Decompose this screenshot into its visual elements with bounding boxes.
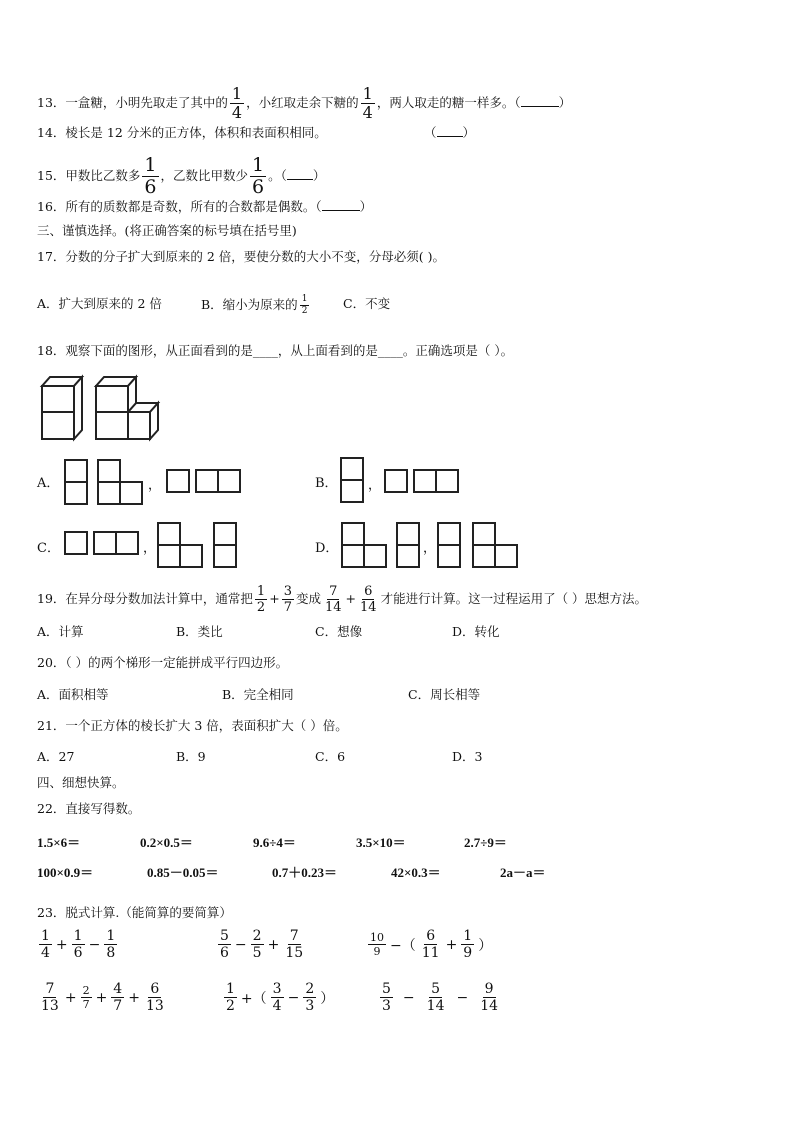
view-square (217, 469, 241, 493)
fraction (39, 982, 61, 1013)
view-square (195, 469, 219, 493)
q18-a-comma: ， (148, 478, 162, 493)
view-square (472, 522, 496, 546)
view-square (494, 544, 518, 568)
view-square (340, 457, 364, 481)
frac-num: 4 (113, 981, 123, 997)
fraction (39, 929, 52, 960)
q18-option-b-label[interactable]: B． (315, 476, 338, 491)
view-square (437, 522, 461, 546)
q19-f1-num: 1 (256, 584, 266, 599)
calc-item: 0.7＋0.23＝ (272, 865, 338, 880)
q15-text-d: ） (312, 168, 326, 183)
frac-den: 9 (373, 945, 381, 958)
question-17: 17．分数的分子扩大到原来的 2 倍，要使分数的大小不变，分母必须( )。 (37, 249, 446, 264)
frac-num: 5 (220, 928, 229, 944)
question-16 (37, 198, 372, 216)
calc-item: 0.85－0.05＝ (147, 865, 219, 880)
expression-4 (37, 982, 168, 1013)
q17-option-b-label: B．缩小为原来的 (201, 297, 298, 312)
q15-fraction-1 (142, 156, 158, 197)
frac-den: 13 (41, 998, 59, 1014)
view-square (437, 544, 461, 568)
q14-paren-right: ） (462, 125, 476, 140)
operator: + (64, 989, 77, 1006)
q13-number: 13． (37, 95, 66, 110)
q17-b-den: 2 (301, 306, 308, 316)
operator: − (234, 936, 247, 953)
frac-den: 4 (272, 998, 282, 1014)
calc-item: 100×0.9＝ (37, 865, 94, 880)
q15-text-b: ，乙数比甲数少 (160, 168, 249, 183)
frac-den: 3 (305, 998, 315, 1014)
frac-num: 7 (45, 981, 55, 997)
operator: − (456, 989, 469, 1006)
frac-num: 1 (106, 928, 116, 944)
cube-front-face (96, 412, 128, 439)
q18-cube-figures (38, 372, 168, 442)
view-square (213, 544, 237, 568)
q17-b-num: 1 (301, 294, 308, 304)
fraction (303, 982, 316, 1013)
q19-f3-num: 7 (329, 584, 338, 599)
q15-f2-den: 6 (252, 176, 265, 198)
operator: − (402, 989, 415, 1006)
fraction (461, 929, 474, 960)
frac-num: 1 (226, 981, 235, 997)
q21-option-a[interactable]: A．27 (37, 749, 75, 764)
view-square (363, 544, 387, 568)
q21-option-b[interactable]: B．9 (176, 749, 206, 764)
q17-option-c[interactable]: C．不变 (343, 296, 391, 311)
q18-c-comma: ， (143, 541, 157, 556)
frac-num: 2 (252, 928, 262, 944)
q14-answer (424, 124, 475, 142)
q13-text-d: ） (558, 95, 572, 110)
question-23: 23．脱式计算.（能简算的要简算） (37, 905, 232, 920)
cube-front-face (96, 386, 128, 412)
q18-option-a-label[interactable]: A． (37, 476, 60, 491)
operator: + (267, 936, 280, 953)
frac-num: 5 (382, 981, 391, 997)
q19-option-b[interactable]: B．类比 (176, 624, 223, 639)
section-3-heading: 三、谨慎选择。(将正确答案的标号填在括号里) (37, 223, 297, 238)
q19-f2-den: 7 (283, 600, 292, 615)
fraction (104, 929, 117, 960)
q15-fraction-2 (250, 156, 266, 197)
q18-d-comma: ， (423, 541, 437, 556)
frac-num: 1 (463, 928, 473, 944)
fraction (72, 929, 85, 960)
view-square (97, 481, 121, 505)
q15-f1-den: 6 (144, 176, 157, 198)
q13-f2-num: 1 (362, 84, 373, 103)
view-square (119, 481, 143, 505)
fraction (218, 929, 231, 960)
frac-num: 10 (370, 931, 384, 944)
frac-num: 1 (41, 928, 50, 944)
operator: −（ (390, 937, 416, 954)
view-square (213, 522, 237, 546)
operator: + (55, 936, 68, 953)
operator: ） (478, 937, 493, 954)
q19-text-b: 变成 (295, 591, 321, 606)
q13-answer-blank[interactable] (521, 106, 559, 107)
q20-option-a[interactable]: A．面积相等 (37, 687, 109, 702)
q13-fraction-1 (230, 86, 244, 121)
fraction (251, 929, 264, 960)
q21-option-d[interactable]: D．3 (452, 749, 483, 764)
frac-num: 9 (484, 981, 494, 997)
q14-text: 14．棱长是 12 分米的正方体，体积和表面积相同。 (37, 125, 327, 140)
view-square (384, 469, 408, 493)
view-square (93, 531, 117, 555)
question-21: 21．一个正方体的棱长扩大 3 倍，表面积扩大（ ）倍。 (37, 718, 348, 733)
q18-option-d-label[interactable]: D． (315, 541, 339, 556)
q19-f1-den: 2 (256, 600, 266, 615)
q20-option-b[interactable]: B．完全相同 (222, 687, 294, 702)
question-15 (37, 156, 325, 197)
fraction (425, 982, 447, 1013)
operator: − (287, 989, 300, 1006)
fraction (144, 982, 166, 1013)
frac-den: 13 (145, 998, 164, 1014)
frac-den: 6 (220, 945, 229, 961)
q18-option-c-label[interactable]: C． (37, 541, 60, 556)
calc-item: 9.6÷4＝ (253, 835, 296, 850)
q17-option-b[interactable] (201, 295, 311, 316)
operator: + (95, 989, 108, 1006)
view-square (435, 469, 459, 493)
frac-den: 9 (463, 945, 473, 961)
q19-fraction-3 (323, 585, 344, 614)
q13-text-b: ，小红取走余下糖的 (246, 95, 359, 110)
frac-num: 3 (272, 981, 282, 997)
frac-num: 2 (82, 984, 90, 997)
fraction (81, 985, 92, 1010)
expression-3 (366, 929, 492, 960)
cube-front-face (42, 386, 74, 412)
view-square (341, 522, 365, 546)
q21-option-c[interactable]: C．6 (315, 749, 346, 764)
view-square (340, 479, 364, 503)
q19-f4-num: 6 (364, 584, 373, 599)
q19-text-c: 才能进行计算。这一过程运用了（ ）思想方法。 (380, 591, 648, 606)
frac-num: 6 (426, 928, 436, 944)
q19-fraction-4 (358, 585, 379, 614)
q16-text-end: ） (359, 199, 373, 214)
q19-text-a: 19．在异分母分数加法计算中，通常把 (37, 591, 253, 606)
view-square (64, 531, 88, 555)
q13-fraction-2 (361, 86, 375, 121)
view-square (97, 459, 121, 483)
q16-answer-blank[interactable] (322, 210, 360, 211)
expression-2 (216, 929, 307, 960)
expression-1 (37, 929, 119, 960)
q14-paren-left: （ (424, 125, 437, 140)
frac-num: 2 (305, 981, 315, 997)
frac-den: 7 (82, 998, 90, 1011)
expression-5 (222, 982, 334, 1013)
view-square (157, 544, 181, 568)
frac-den: 6 (73, 945, 83, 961)
q17-option-a[interactable]: A．扩大到原来的 2 倍 (37, 296, 162, 311)
view-square (157, 522, 181, 546)
operator: ） (320, 990, 335, 1007)
q19-plus-2: + (345, 591, 357, 606)
q19-fraction-2 (282, 585, 294, 614)
q19-f4-den: 14 (360, 600, 377, 615)
calc-item: 42×0.3＝ (391, 865, 441, 880)
frac-num: 7 (289, 928, 299, 944)
q13-text-c: ，两人取走的糖一样多。（ (376, 95, 521, 110)
q19-option-c[interactable]: C．想像 (315, 624, 363, 639)
operator: + (128, 989, 140, 1006)
q17-option-b-fraction (300, 295, 310, 316)
q19-option-d[interactable]: D．转化 (452, 624, 500, 639)
q15-f2-num: 1 (252, 154, 265, 176)
cube-front-face (42, 412, 74, 439)
fraction (283, 929, 305, 960)
view-square (413, 469, 437, 493)
q19-option-a[interactable]: A．计算 (37, 624, 84, 639)
section-4-heading: 四、细想快算。 (37, 775, 125, 790)
view-square (396, 544, 420, 568)
q14-answer-blank[interactable] (437, 136, 463, 137)
frac-den: 7 (113, 998, 123, 1014)
q13-f1-num: 1 (231, 84, 243, 103)
fraction (368, 932, 386, 957)
fraction (478, 982, 500, 1013)
calc-item: 2a－a＝ (500, 865, 546, 880)
frac-den: 4 (41, 945, 50, 961)
question-18: 18．观察下面的图形，从正面看到的是____，从上面看到的是____。正确选项是（ ）。 (37, 343, 514, 358)
q15-text-c: 。（ (268, 168, 287, 183)
cube-side-face (74, 377, 82, 439)
calc-item: 0.2×0.5＝ (140, 835, 193, 850)
question-13 (37, 86, 571, 121)
q15-f1-num: 1 (144, 154, 157, 176)
fraction (380, 982, 393, 1013)
q13-f2-den: 4 (362, 103, 373, 122)
view-square (115, 531, 139, 555)
operator: + (445, 936, 458, 953)
q16-text: 16．所有的质数都是奇数，所有的合数都是偶数。（ (37, 199, 322, 214)
operator: − (88, 936, 101, 953)
fraction (224, 982, 237, 1013)
question-20: 20．（ ）的两个梯形一定能拼成平行四边形。 (37, 655, 289, 670)
calc-item: 3.5×10＝ (356, 835, 406, 850)
frac-den: 15 (285, 945, 304, 961)
fraction (271, 982, 284, 1013)
frac-den: 5 (252, 945, 262, 961)
q15-text-a: 15．甲数比乙数多 (37, 168, 141, 183)
q18-b-comma: ， (368, 478, 382, 493)
q20-option-c[interactable]: C．周长相等 (408, 687, 481, 702)
view-square (396, 522, 420, 546)
calc-item: 1.5×6＝ (37, 835, 81, 850)
frac-den: 2 (226, 998, 235, 1014)
frac-num: 1 (73, 928, 83, 944)
view-square (64, 481, 88, 505)
frac-den: 3 (382, 998, 391, 1014)
q13-text-a: 一盒糖，小明先取走了其中的 (65, 95, 228, 110)
q19-fraction-1 (255, 585, 267, 614)
fraction (111, 982, 124, 1013)
frac-den: 14 (426, 998, 445, 1014)
q15-answer-blank[interactable] (287, 179, 313, 180)
q19-plus-1: + (269, 591, 280, 606)
view-square (166, 469, 190, 493)
view-square (179, 544, 203, 568)
question-14 (37, 124, 327, 142)
view-square (341, 544, 365, 568)
operator: +（ (240, 990, 267, 1007)
q19-f2-num: 3 (283, 584, 292, 599)
calc-item: 2.7÷9＝ (464, 835, 507, 850)
cube-front-face (128, 412, 150, 439)
q19-f3-den: 14 (324, 600, 342, 615)
q13-f1-den: 4 (231, 103, 243, 122)
question-19 (37, 585, 647, 614)
frac-num: 5 (431, 981, 441, 997)
frac-den: 11 (421, 945, 440, 961)
fraction (420, 929, 442, 960)
view-square (472, 544, 496, 568)
view-square (64, 459, 88, 483)
expression-6 (378, 982, 502, 1013)
frac-den: 14 (480, 998, 499, 1014)
frac-num: 6 (150, 981, 160, 997)
frac-den: 8 (106, 945, 116, 961)
question-22: 22．直接写得数。 (37, 801, 141, 816)
